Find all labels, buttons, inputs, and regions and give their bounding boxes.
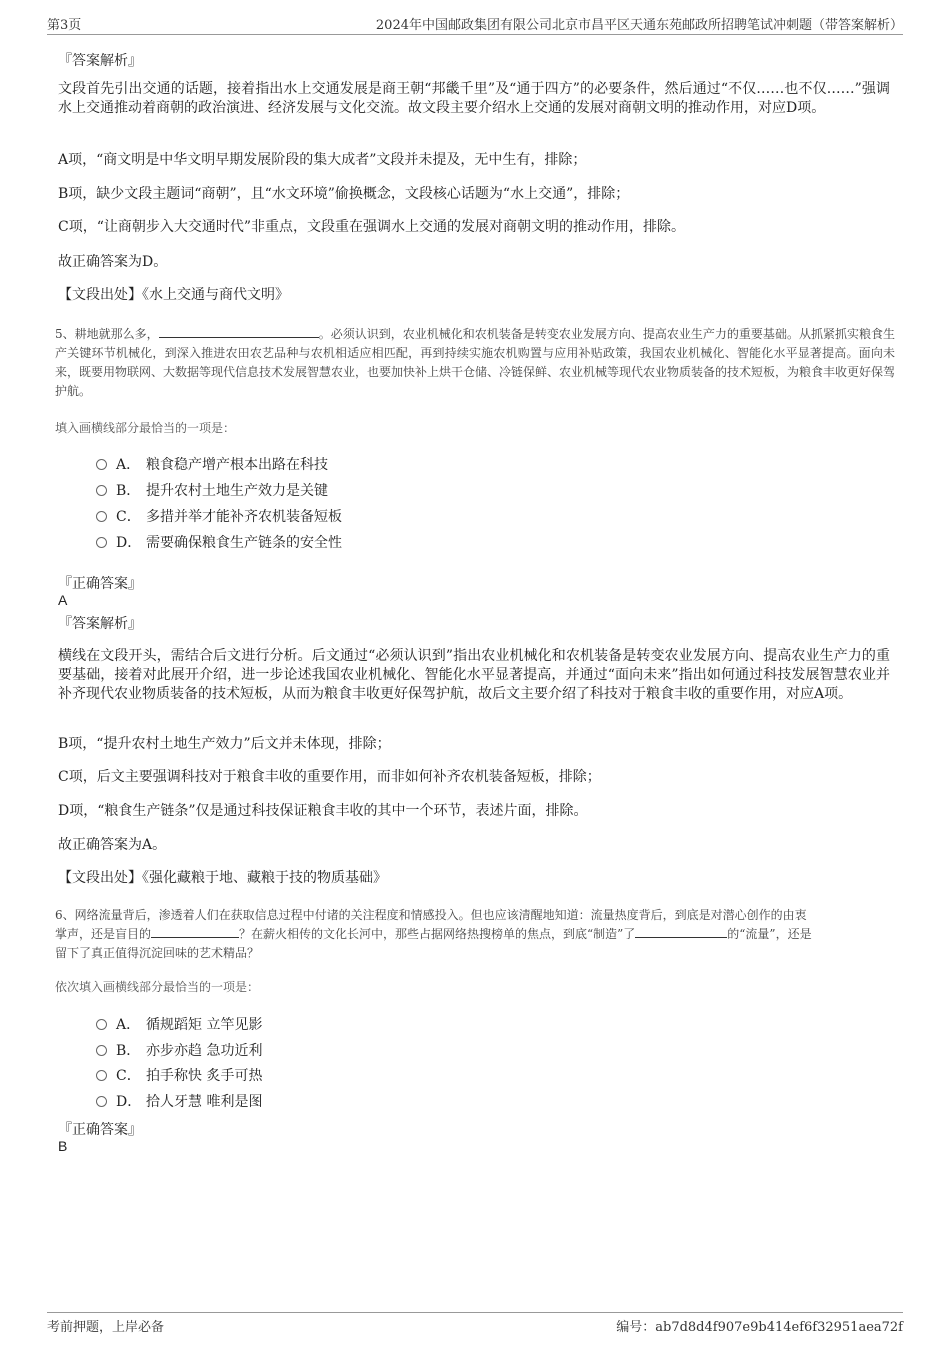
q6-option-c[interactable] (96, 1065, 262, 1085)
q5-option-a[interactable] (96, 454, 328, 474)
q5-source: 【文段出处】《强化藏粮于地、藏粮于技的物质基础》 (58, 870, 387, 886)
q5-blank (159, 325, 319, 338)
q5-analysis-paragraph: 横线在文段开头，需结合后文进行分析。后文通过“必须认识到”指出农业机械化和农机装备是转变农业发展方向、提高农业生产力的重要基础，接着对此展开介绍，进一步论述我国农业机械化、智能化水平显著提高，并通过“面向未来”指出如何通过科技发展智慧农业并补齐现代农业物质装备的技术短板，从而为粮食丰收更好保驾护航，故后文主要介绍了科技对于粮食丰收的重要作用，对应A项。 (58, 648, 890, 702)
q6-option-b[interactable] (96, 1040, 262, 1060)
radio-icon[interactable] (96, 1096, 107, 1107)
radio-icon[interactable] (96, 537, 107, 548)
q6-prompt: 依次填入画横线部分最恰当的一项是： (55, 980, 260, 994)
q4-source: 【文段出处】《水上交通与商代文明》 (58, 287, 289, 303)
q5-option-b[interactable] (96, 480, 328, 500)
q4-analysis-option-b: B项，缺少文段主题词“商朝”，且“水文环境”偷换概念，文段核心话题为“水上交通”，排除； (58, 186, 630, 202)
q5-analysis-option-c: C项，后文主要强调科技对于粮食丰收的重要作用，而非如何补齐农机装备短板，排除； (58, 769, 601, 785)
q5-analysis-option-d: D项，“粮食生产链条”仅是通过科技保证粮食丰收的其中一个环节，表述片面，排除。 (58, 803, 588, 819)
option-text: 拍手称快 炙手可热 (146, 1068, 263, 1084)
q4-conclusion: 故正确答案为D。 (58, 254, 168, 270)
q4-analysis-paragraph: 文段首先引出交通的话题，接着指出水上交通发展是商王朝“邦畿千里”及“通于四方”的必要条件，然后通过“不仅……也不仅……”强调水上交通推动着商朝的政治演进、经济发展与文化交流。故文段主要介绍水上交通的发展对商朝文明的推动作用，对应D项。 (58, 81, 890, 116)
radio-icon[interactable] (96, 459, 107, 470)
q5-stem-text: 。必须认识到，农业机械化和农机装备是转变农业发展方向、提高农业生产力的重要基础。从抓紧抓实粮食生产关键环节机械化，到深入推进农田农艺品种与农机相适应相匹配，再到持续实施农机购置与应用补贴政策，我国农业机械化、智能化水平显著提高。面向未来，既要用物联网、大数据等现代信息技术发展智慧农业，也要加快补上烘干仓储、冷链保鲜、农业机械等现代农业物质装备的技术短板，为粮食丰收更好保驾护航。 (55, 327, 896, 398)
radio-icon[interactable] (96, 1019, 107, 1030)
option-letter: C． (116, 1068, 141, 1084)
option-letter: D． (116, 1094, 142, 1110)
q5-correct-answer: A (58, 592, 68, 608)
document-code: 编号：ab7d8d4f907e9b414ef6f32951aea72f (616, 1320, 903, 1335)
option-text: 粮食稳产增产根本出路在科技 (146, 457, 328, 473)
footer-slogan: 考前押题，上岸必备 (47, 1320, 165, 1335)
q5-analysis-option-b: B项，“提升农村土地生产效力”后文并未体现，排除； (58, 736, 391, 752)
radio-icon[interactable] (96, 511, 107, 522)
q6-stem-line-2: 掌声，还是盲目的 ？在薪火相传的文化长河中，那些占据网络热搜榜单的焦点，到底“制造”了 的“流量”，还是 (55, 927, 812, 941)
q5-option-d[interactable] (96, 532, 342, 552)
option-letter: D． (116, 535, 142, 551)
q6-stem-line-3: 留下了真正值得沉淀回味的艺术精品？ (55, 946, 260, 960)
option-letter: A． (116, 457, 141, 473)
option-letter: C． (116, 509, 141, 525)
q5-prompt: 填入画横线部分最恰当的一项是： (55, 421, 236, 435)
radio-icon[interactable] (96, 1070, 107, 1081)
q5-analysis-label: 『答案解析』 (58, 616, 142, 632)
q4-analysis-option-a: A项，“商文明是中华文明早期发展阶段的集大成者”文段并未提及，无中生有，排除； (58, 152, 587, 168)
page-number: 第3页 (47, 18, 82, 33)
q4-analysis-option-c: C项，“让商朝步入大交通时代”非重点，文段重在强调水上交通的发展对商朝文明的推动作用，排除。 (58, 219, 686, 235)
option-text: 提升农村土地生产效力是关键 (146, 483, 328, 499)
q5-stem (55, 325, 895, 401)
q6-correct-label: 『正确答案』 (58, 1122, 142, 1138)
option-text: 循规蹈矩 立竿见影 (146, 1017, 263, 1033)
q6-stem (55, 906, 895, 963)
q5-option-c[interactable] (96, 506, 342, 526)
document-title: 2024年中国邮政集团有限公司北京市昌平区天通东苑邮政所招聘笔试冲刺题（带答案解析） (375, 18, 903, 33)
option-text: 亦步亦趋 急功近利 (146, 1043, 263, 1059)
page-header (47, 14, 903, 35)
option-letter: B． (116, 1043, 141, 1059)
option-text: 多措并举才能补齐农机装备短板 (146, 509, 342, 525)
option-letter: B． (116, 483, 141, 499)
q6-blank-1 (151, 925, 239, 938)
q6-option-d[interactable] (96, 1091, 262, 1111)
radio-icon[interactable] (96, 1045, 107, 1056)
radio-icon[interactable] (96, 485, 107, 496)
q4-analysis-label: 『答案解析』 (58, 53, 142, 69)
q6-option-a[interactable] (96, 1014, 262, 1034)
q6-correct-answer: B (58, 1138, 68, 1154)
q6-stem-line-1: 6、网络流量背后，渗透着人们在获取信息过程中付诸的关注程度和情感投入。但也应该清醒地知道：流量热度背后，到底是对潜心创作的由衷 (55, 908, 807, 922)
option-text: 需要确保粮食生产链条的安全性 (146, 535, 342, 551)
option-letter: A． (116, 1017, 141, 1033)
option-text: 拾人牙慧 唯利是图 (146, 1094, 263, 1110)
q5-correct-label: 『正确答案』 (58, 576, 142, 592)
q6-blank-2 (635, 925, 727, 938)
q5-conclusion: 故正确答案为A。 (58, 837, 167, 853)
page-footer (47, 1312, 903, 1338)
q5-number: 5、耕地就那么多， (55, 327, 159, 341)
